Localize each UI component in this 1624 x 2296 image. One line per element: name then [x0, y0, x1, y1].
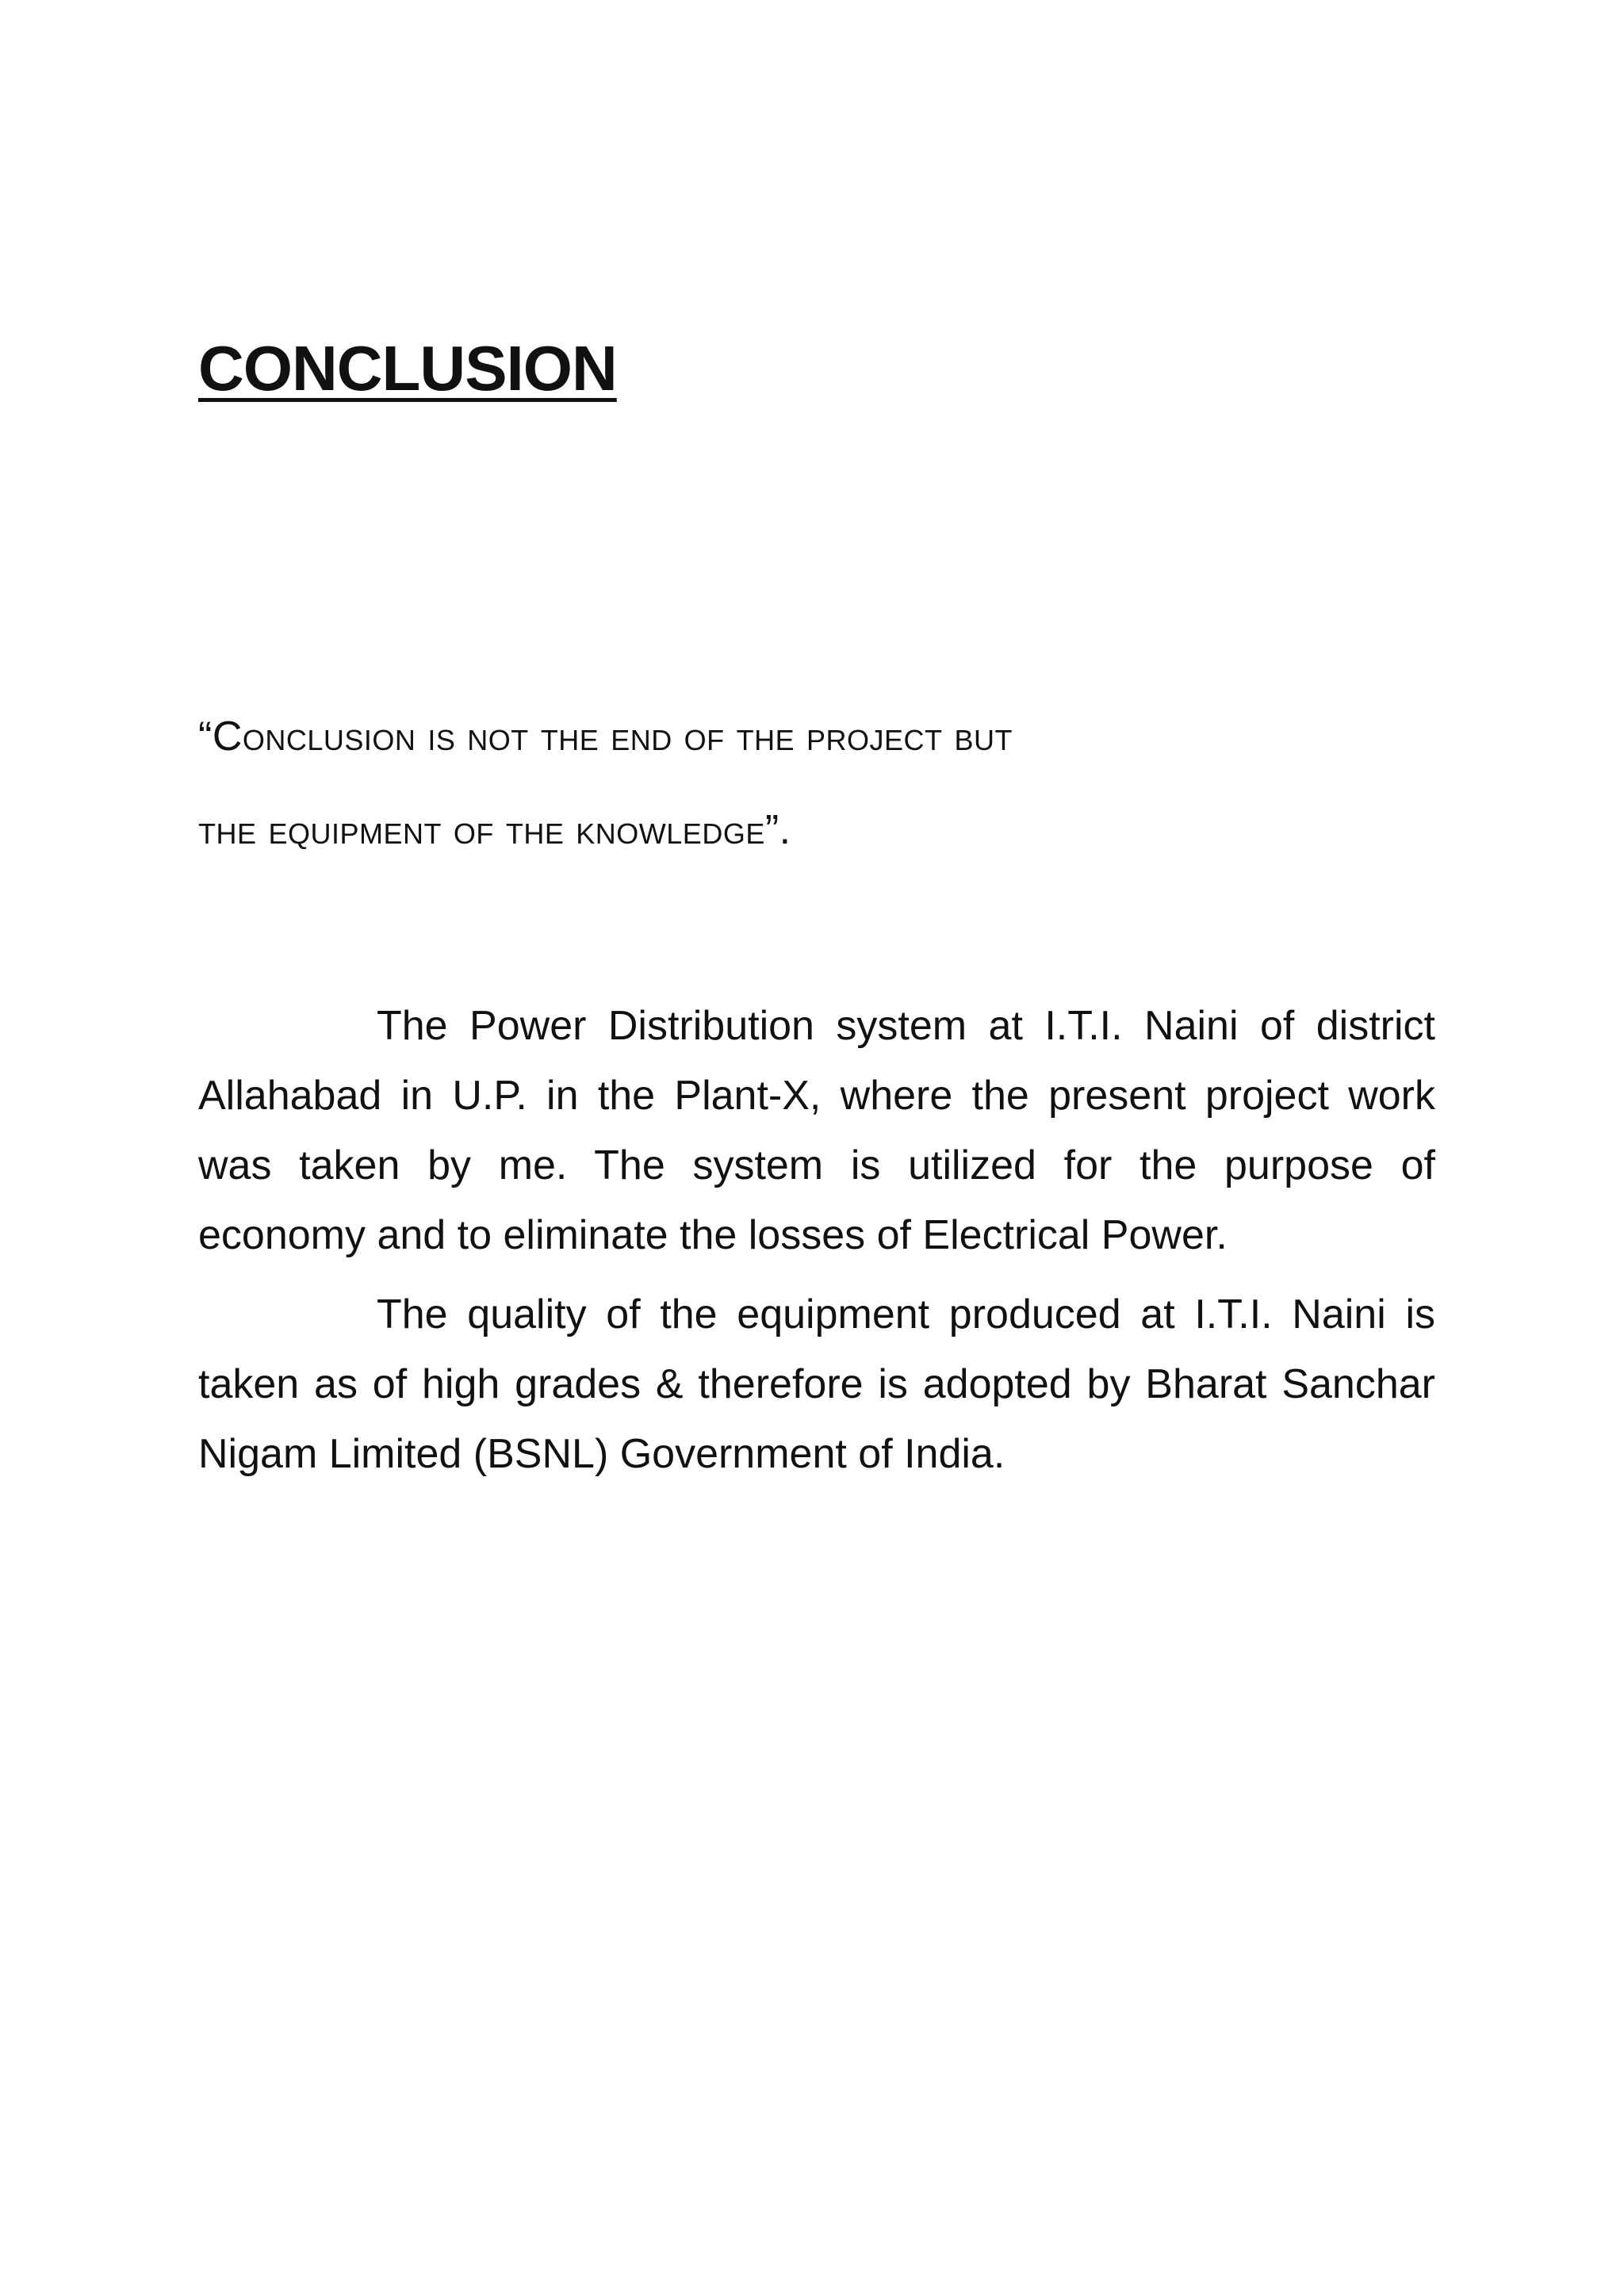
body-text	[198, 991, 1435, 1489]
paragraph-power-distribution: The Power Distribution system at I.T.I. Naini of district Allahabad in U.P. in the Plant-X, where the present project work was taken by me. The system is utilized for the purpose of economy and to eliminate the losses of Electrical Power.	[198, 1003, 1435, 1258]
quote-line-2: the equipment of the knowledge”.	[198, 807, 791, 853]
paragraph-equipment-quality: The quality of the equipment produced at I.T.I. Naini is taken as of high grades & therefore is adopted by Bharat Sanchar Nigam Limited (BSNL) Government of India.	[198, 1292, 1435, 1477]
quote-line-1: “Conclusion is not the end of the project but	[198, 714, 1013, 760]
page-title: CONCLUSION	[198, 333, 617, 404]
quote	[198, 690, 1467, 877]
